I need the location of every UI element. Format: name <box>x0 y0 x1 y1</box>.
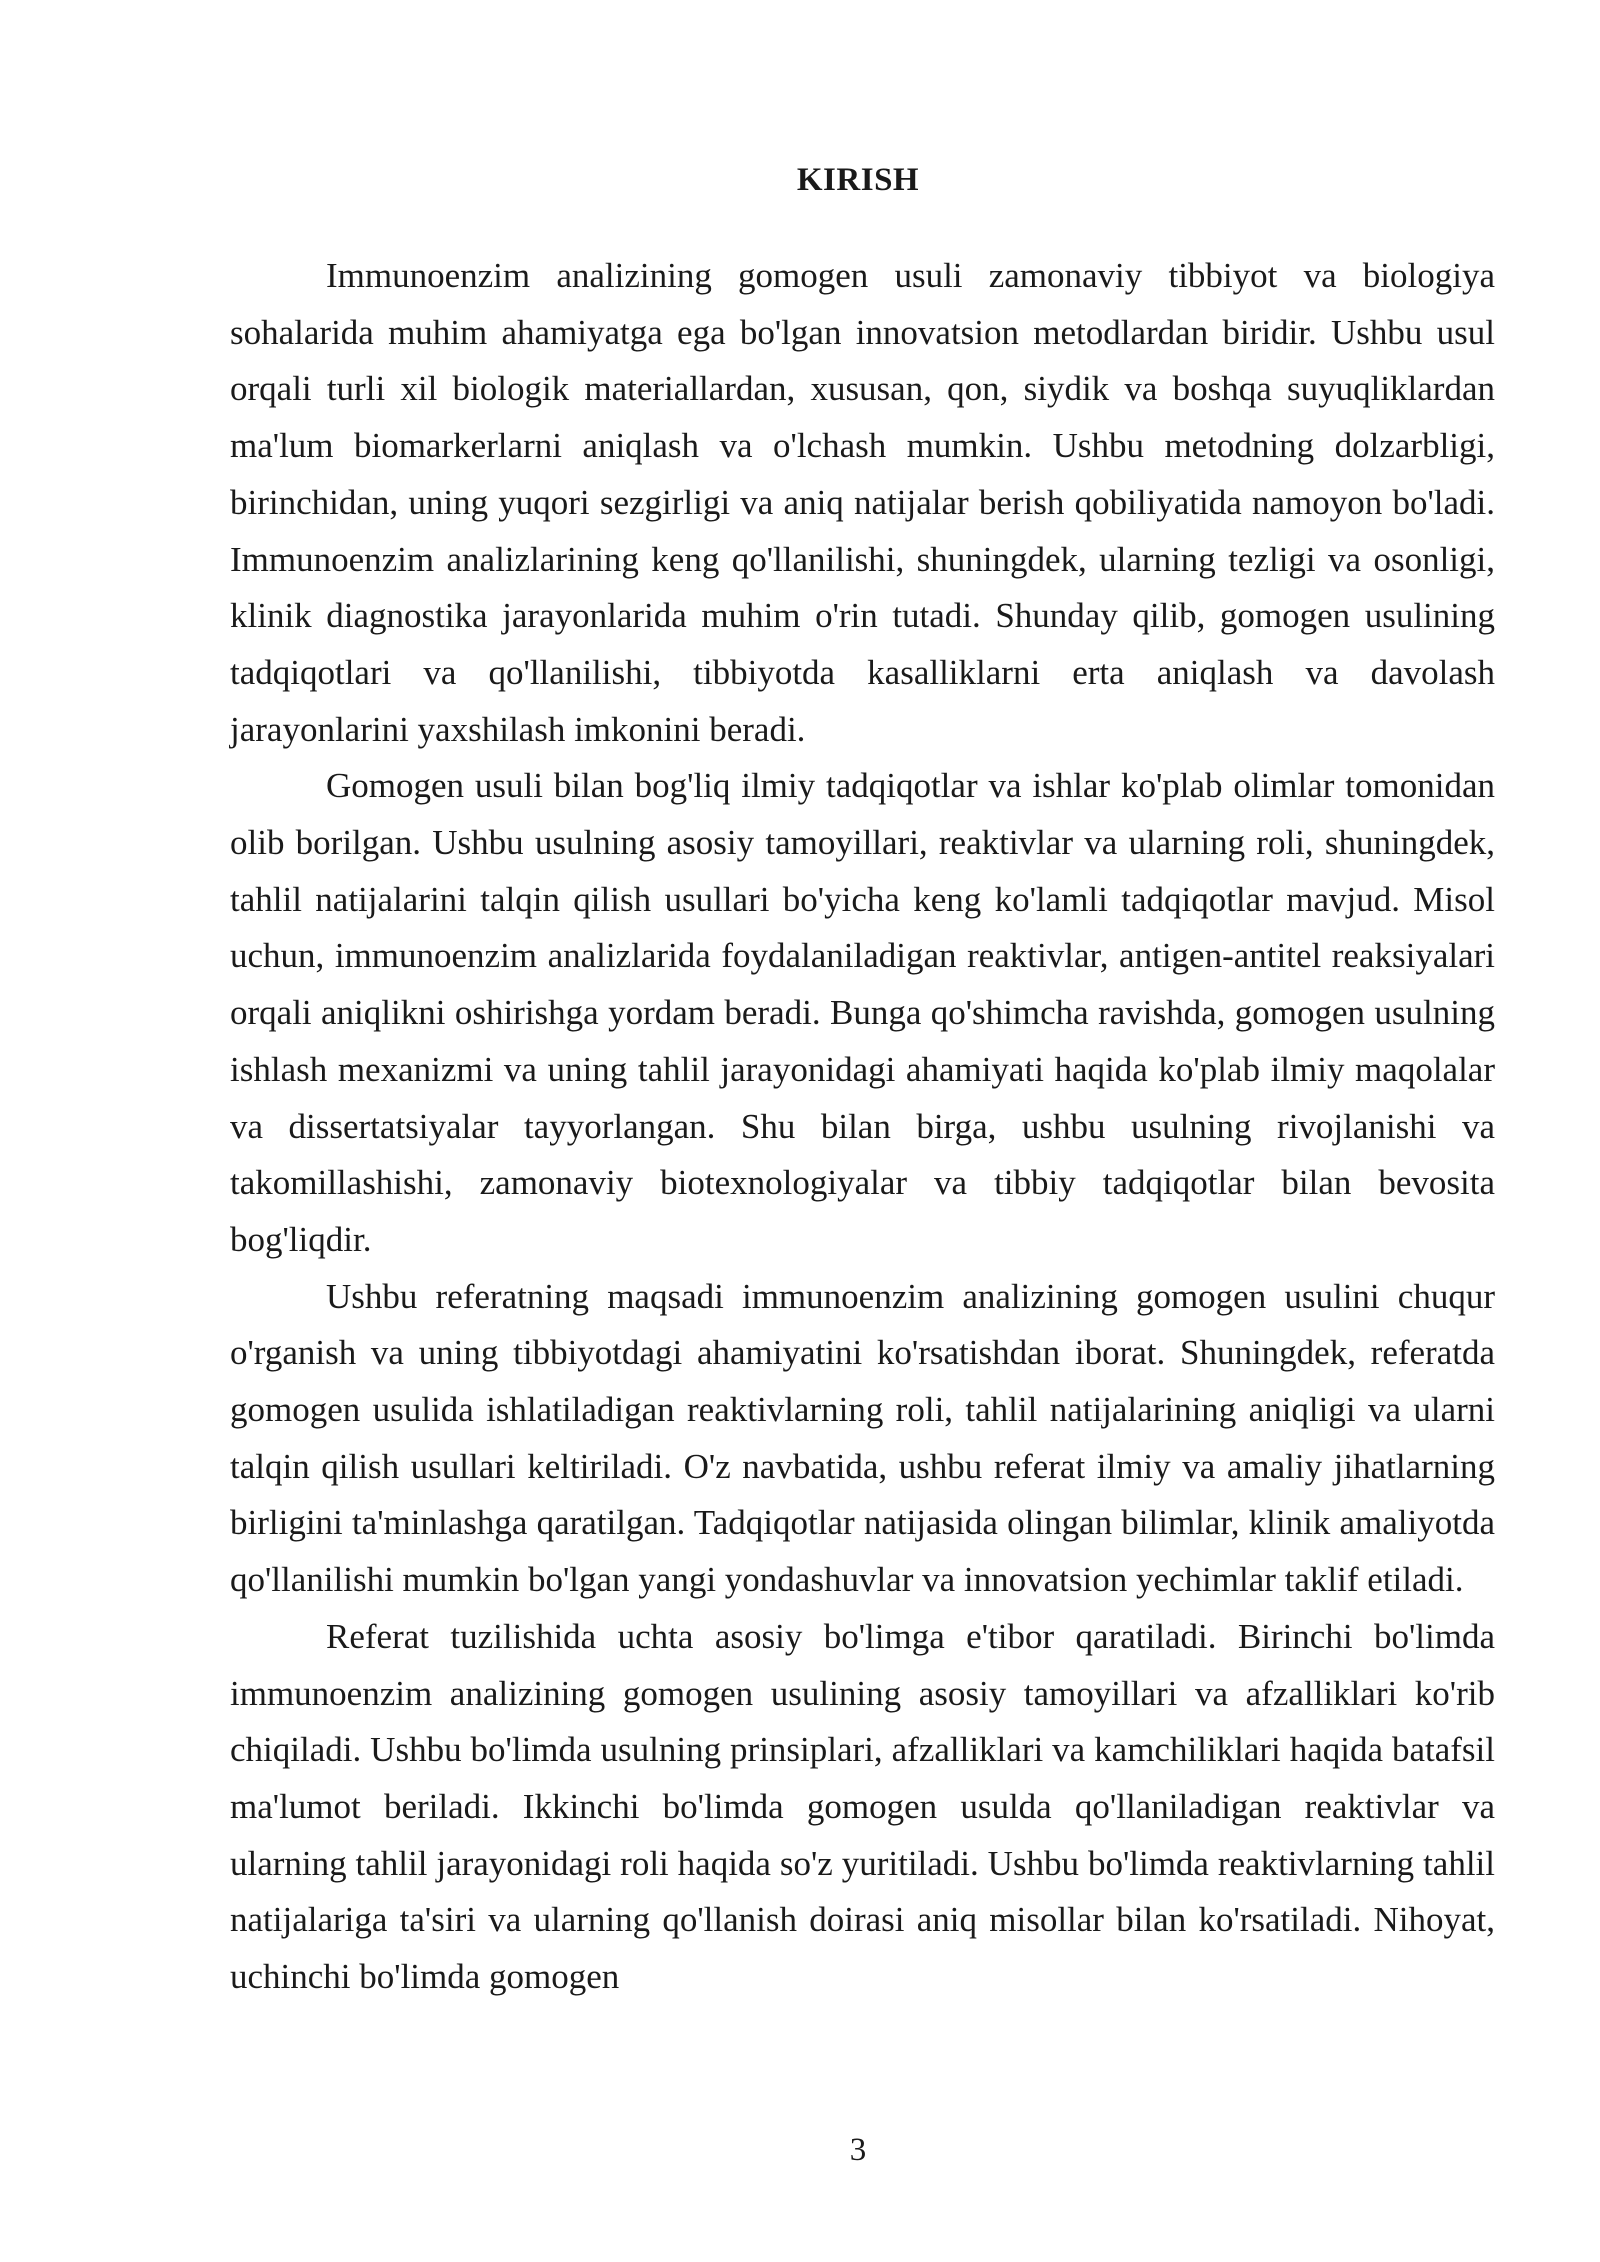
paragraph-4: Referat tuzilishida uchta asosiy bo'limga e'tibor qaratiladi. Birinchi bo'limda immunoenzim analizining gomogen usulining asosiy tamoyillari va afzalliklari ko'rib chiqiladi. Ushbu bo'limda usulning prinsiplari, afzalliklari va kamchiliklari haqida batafsil ma'lumot beriladi. Ikkinchi bo'limda gomogen usulda qo'llaniladigan reaktivlar va ularning tahlil jarayonidagi roli haqida so'z yuritiladi. Ushbu bo'limda reaktivlarning tahlil natijalariga ta'siri va ularning qo'llanish doirasi aniq misollar bilan ko'rsatiladi. Nihoyat, uchinchi bo'limda gomogen <box>230 1616 1495 1997</box>
paragraph-3: Ushbu referatning maqsadi immunoenzim analizining gomogen usulini chuqur o'rganish va uning tibbiyotdagi ahamiyatini ko'rsatishdan iborat. Shuningdek, referatda gomogen usulida ishlatiladigan reaktivlarning roli, tahlil natijalarining aniqligi va ularni talqin qilish usullari keltiriladi. O'z navbatida, ushbu referat ilmiy va amaliy jihatlarning birligini ta'minlashga qaratilgan. Tadqiqotlar natijasida olingan bilimlar, klinik amaliyotda qo'llanilishi mumkin bo'lgan yangi yondashuvlar va innovatsion yechimlar taklif etiladi. <box>230 1276 1495 1600</box>
body-text <box>230 248 1495 2006</box>
paragraph-2: Gomogen usuli bilan bog'liq ilmiy tadqiqotlar va ishlar ko'plab olimlar tomonidan olib borilgan. Ushbu usulning asosiy tamoyillari, reaktivlar va ularning roli, shuningdek, tahlil natijalarini talqin qilish usullari bo'yicha keng ko'lamli tadqiqotlar mavjud. Misol uchun, immunoenzim analizlarida foydalaniladigan reaktivlar, antigen-antitel reaksiyalari orqali aniqlikni oshirishga yordam beradi. Bunga qo'shimcha ravishda, gomogen usulning ishlash mexanizmi va uning tahlil jarayonidagi ahamiyati haqida ko'plab ilmiy maqolalar va dissertatsiyalar tayyorlangan. Shu bilan birga, ushbu usulning rivojlanishi va takomillashishi, zamonaviy biotexnologiyalar va tibbiy tadqiqotlar bilan bevosita bog'liqdir. <box>230 766 1495 1259</box>
page-title: KIRISH <box>796 162 920 198</box>
page-number: 3 <box>849 2132 867 2168</box>
paragraph-1: Immunoenzim analizining gomogen usuli zamonaviy tibbiyot va biologiya sohalarida muhim ahamiyatga ega bo'lgan innovatsion metodlardan biridir. Ushbu usul orqali turli xil biologik materiallardan, xususan, qon, siydik va boshqa suyuqliklardan ma'lum biomarkerlarni aniqlash va o'lchash mumkin. Ushbu metodning dolzarbligi, birinchidan, uning yuqori sezgirligi va aniq natijalar berish qobiliyatida namoyon bo'ladi. Immunoenzim analizlarining keng qo'llanilishi, shuningdek, ularning tezligi va osonligi, klinik diagnostika jarayonlarida muhim o'rin tutadi. Shunday qilib, gomogen usulining tadqiqotlari va qo'llanilishi, tibbiyotda kasalliklarni erta aniqlash va davolash jarayonlarini yaxshilash imkonini beradi. <box>230 256 1495 749</box>
